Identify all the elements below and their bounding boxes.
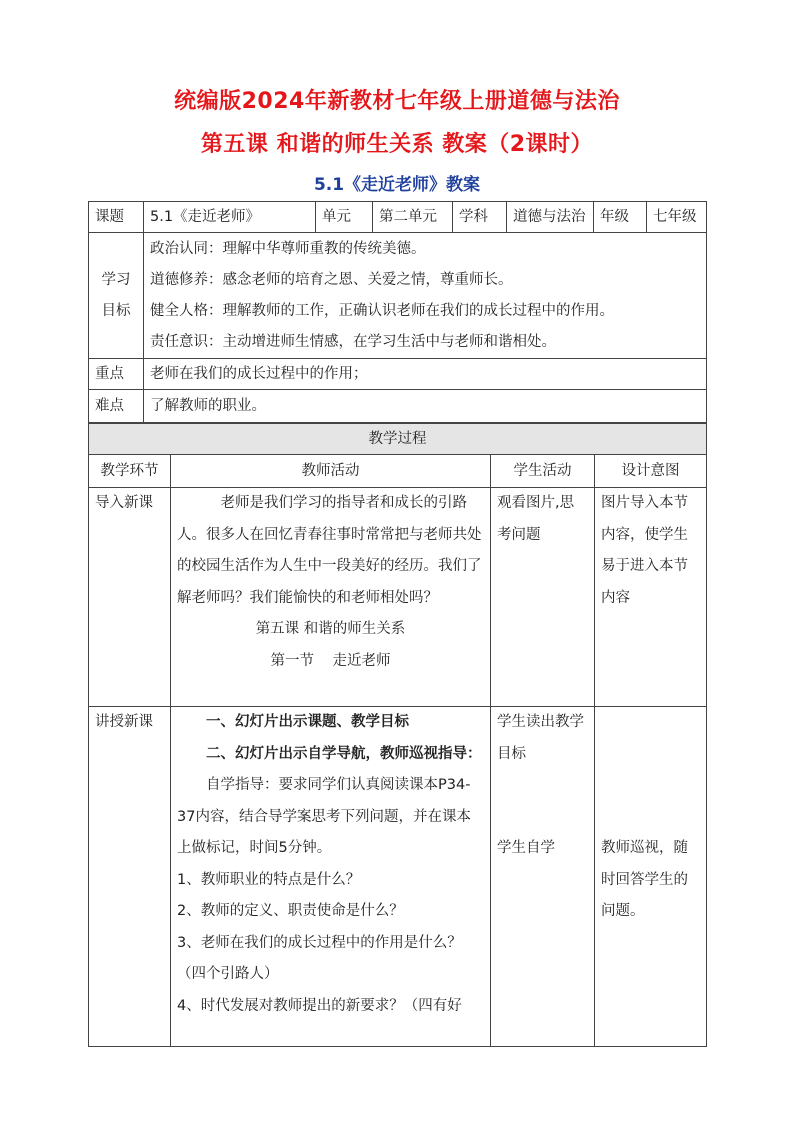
info-row-topic [89, 202, 707, 233]
process-column-headers [89, 455, 707, 488]
document-title: 统编版2024年新教材七年级上册道德与法治 [174, 89, 620, 114]
process-title-row [89, 424, 707, 455]
teach-step-2: 二、幻灯片出示自学导航，教师巡视指导： [206, 745, 482, 762]
student-activity-teach [491, 707, 595, 1047]
teach-question-3: 3、老师在我们的成长过程中的作用是什么？（四个引路人） [177, 934, 462, 982]
label-goals-line2: 目标 [101, 302, 131, 319]
goal-item: 健全人格：理解教师的工作，正确认识老师在我们的成长过程中的作用。 [150, 302, 614, 319]
intro-section-line: 第一节 走近老师 [270, 652, 391, 669]
teach-question-1: 1、教师职业的特点是什么？ [177, 871, 361, 888]
goal-item: 政治认同：理解中华尊师重教的传统美德。 [150, 240, 426, 257]
design-intent-teach-text: 教师巡视，随时回答学生的问题。 [601, 840, 688, 919]
student-activity-intro: 观看图片,思考问题 [491, 488, 595, 707]
lesson-title: 第五课 和谐的师生关系 教案（2课时） [200, 132, 594, 157]
column-header-intent: 设计意图 [595, 455, 707, 488]
teaching-process-table [88, 423, 707, 1047]
topic-value: 5.1《走近老师》 [144, 202, 316, 233]
info-row-key-point [89, 359, 707, 390]
info-row-difficulty [89, 390, 707, 423]
process-title: 教学过程 [89, 424, 707, 455]
teacher-activity-teach [171, 707, 491, 1047]
subject-value: 道德与法治 [507, 202, 594, 233]
teach-step-1: 一、幻灯片出示课题、教学目标 [206, 714, 409, 730]
stage-intro: 导入新课 [89, 488, 171, 707]
stage-teach: 讲授新课 [89, 707, 171, 1047]
difficulty-value: 了解教师的职业。 [144, 390, 707, 423]
design-intent-intro: 图片导入本节内容，使学生易于进入本节内容 [595, 488, 707, 707]
intro-lesson-line: 第五课 和谐的师生关系 [255, 621, 406, 637]
unit-value: 第二单元 [373, 202, 453, 233]
label-goals-line1: 学习 [101, 271, 131, 288]
goals-list [144, 233, 707, 359]
process-row-teach [89, 707, 707, 1047]
label-topic: 课题 [89, 202, 144, 233]
info-row-goals [89, 233, 707, 359]
design-intent-teach [595, 707, 707, 1047]
lesson-info-table [88, 201, 707, 423]
label-difficulty: 难点 [89, 390, 144, 423]
column-header-teacher: 教师活动 [171, 455, 491, 488]
teacher-activity-intro [171, 488, 491, 707]
label-grade: 年级 [594, 202, 647, 233]
grade-value: 七年级 [647, 202, 707, 233]
key-point-value: 老师在我们的成长过程中的作用； [144, 359, 707, 390]
goal-item: 责任意识：主动增进师生情感，在学习生活中与老师和谐相处。 [150, 333, 556, 350]
teach-guide: 自学指导：要求同学们认真阅读课本P34-37内容，结合导学案思考下列问题，并在课本上做标记，时间5分钟。 [177, 777, 471, 856]
teach-question-4: 4、时代发展对教师提出的新要求？（四有好 [177, 997, 462, 1014]
process-row-intro [89, 488, 707, 707]
teach-question-2: 2、教师的定义、职责使命是什么？ [177, 903, 404, 919]
column-header-stage: 教学环节 [89, 455, 171, 488]
column-header-student: 学生活动 [491, 455, 595, 488]
label-goals [89, 233, 144, 359]
section-title: 5.1《走近老师》教案 [313, 175, 481, 195]
intro-paragraph: 老师是我们学习的指导者和成长的引路人。很多人在回忆青春往事时常常把与老师共处的校园生活作为人生中一段美好的经历。我们了解老师吗？我们能愉快的和老师相处吗？ [177, 495, 482, 606]
label-subject: 学科 [453, 202, 507, 233]
student-activity-self-study: 学生自学 [497, 840, 555, 856]
student-activity-read: 学生读出教学目标 [497, 714, 584, 762]
label-unit: 单元 [316, 202, 373, 233]
label-key-point: 重点 [89, 359, 144, 390]
goal-item: 道德修养：感念老师的培育之恩、关爱之情，尊重师长。 [150, 271, 513, 288]
